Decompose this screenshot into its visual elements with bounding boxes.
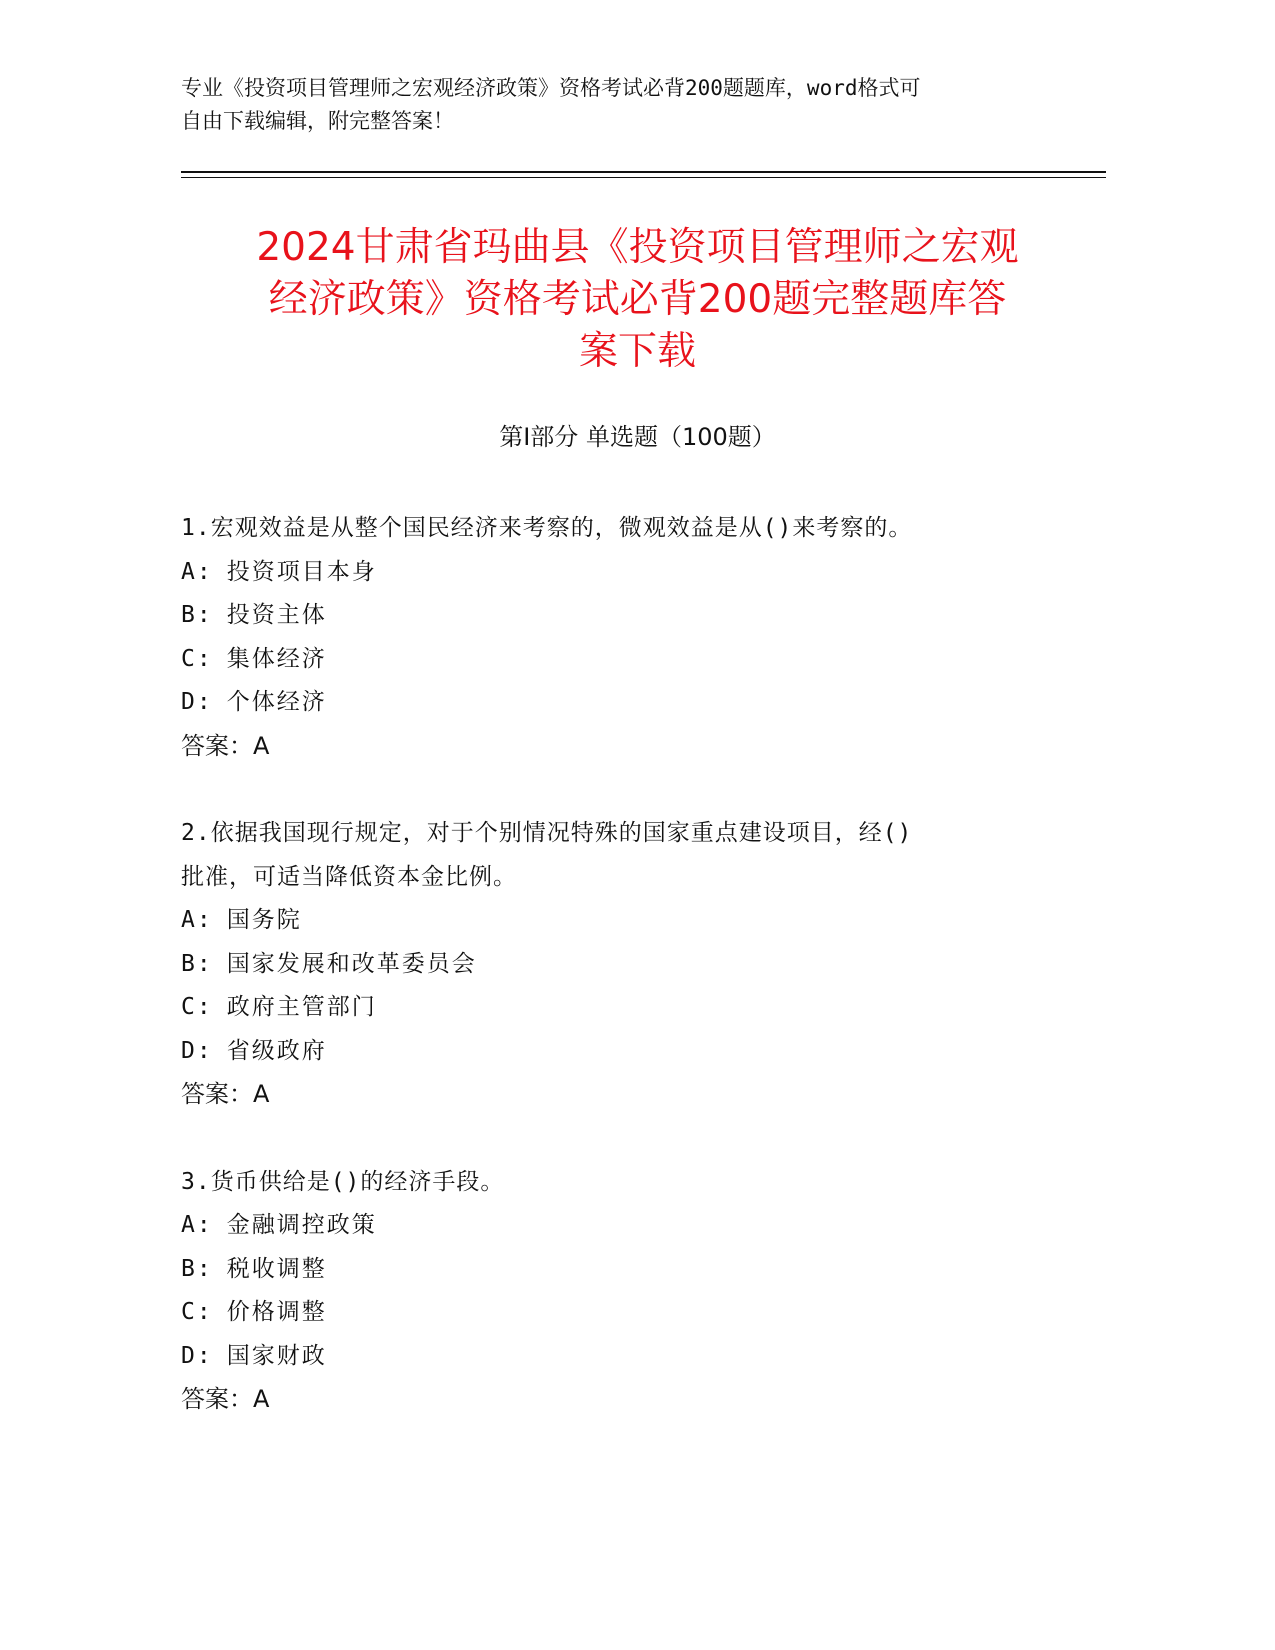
option-label: C: xyxy=(181,1299,213,1325)
option-text: 集体经济 xyxy=(226,645,327,672)
option-d xyxy=(181,1335,1041,1379)
option-text: 税收调整 xyxy=(226,1255,327,1282)
option-c xyxy=(181,986,1041,1030)
option-label: D: xyxy=(181,689,213,715)
answer-line: 答案：A xyxy=(181,1385,270,1413)
question-stem-line-2: 批准，可适当降低资本金比例。 xyxy=(181,863,517,890)
option-text: 省级政府 xyxy=(226,1037,327,1064)
option-c xyxy=(181,1291,1041,1335)
answer-line: 答案：A xyxy=(181,1080,270,1108)
option-label: C: xyxy=(181,994,213,1020)
option-label: C: xyxy=(181,645,213,672)
question-stem xyxy=(181,507,1041,551)
header-divider-thick xyxy=(181,171,1106,173)
question-3 xyxy=(181,1161,1041,1422)
document-title-line-2: 经济政策》资格考试必背200题完整题库答 xyxy=(268,277,1007,322)
header-note-line-2: 自由下载编辑，附完整答案！ xyxy=(181,109,454,133)
option-d xyxy=(181,681,1041,725)
question-2 xyxy=(181,812,1041,1117)
document-title xyxy=(150,222,1125,378)
option-text: 投资项目本身 xyxy=(226,558,377,585)
option-b xyxy=(181,943,1041,987)
option-text: 投资主体 xyxy=(226,602,327,628)
option-label: B: xyxy=(181,950,213,977)
question-1 xyxy=(181,507,1041,768)
option-d xyxy=(181,1030,1041,1074)
option-text: 个体经济 xyxy=(226,689,327,715)
question-list xyxy=(181,507,1041,1466)
option-text: 价格调整 xyxy=(226,1299,327,1325)
option-label: D: xyxy=(181,1037,213,1064)
option-a xyxy=(181,899,1041,943)
option-text: 国家发展和改革委员会 xyxy=(226,950,477,977)
option-text: 国务院 xyxy=(226,907,302,933)
option-a xyxy=(181,551,1041,595)
document-title-line-3: 案下载 xyxy=(578,329,696,374)
header-note-line-1: 专业《投资项目管理师之宏观经济政策》资格考试必背200题题库，word格式可 xyxy=(181,76,921,100)
option-label: A: xyxy=(181,1212,213,1238)
question-stem-line-1: 3.货币供给是()的经济手段。 xyxy=(181,1168,505,1195)
option-list xyxy=(181,899,1041,1073)
option-label: D: xyxy=(181,1342,213,1369)
option-label: A: xyxy=(181,558,213,585)
question-stem xyxy=(181,1161,1041,1205)
answer-line: 答案：A xyxy=(181,731,270,760)
question-stem-line-1: 1.宏观效益是从整个国民经济来考察的，微观效益是从()来考察的。 xyxy=(181,515,913,541)
option-text: 政府主管部门 xyxy=(226,994,377,1020)
header-note xyxy=(181,72,1061,138)
option-b xyxy=(181,594,1041,638)
question-stem-line-1: 2.依据我国现行规定，对于个别情况特殊的国家重点建设项目，经() xyxy=(181,820,913,846)
option-b xyxy=(181,1248,1041,1292)
option-label: B: xyxy=(181,1255,213,1282)
option-c xyxy=(181,638,1041,682)
section-heading: 第Ⅰ部分 单选题（100题） xyxy=(499,423,776,451)
header-divider-thin xyxy=(181,177,1106,178)
option-label: A: xyxy=(181,907,213,933)
option-list xyxy=(181,551,1041,725)
document-title-line-1: 2024甘肃省玛曲县《投资项目管理师之宏观 xyxy=(256,225,1019,270)
option-a xyxy=(181,1204,1041,1248)
option-label: B: xyxy=(181,602,213,628)
option-text: 金融调控政策 xyxy=(226,1212,377,1238)
question-stem xyxy=(181,812,1041,899)
option-text: 国家财政 xyxy=(226,1342,327,1369)
option-list xyxy=(181,1204,1041,1378)
